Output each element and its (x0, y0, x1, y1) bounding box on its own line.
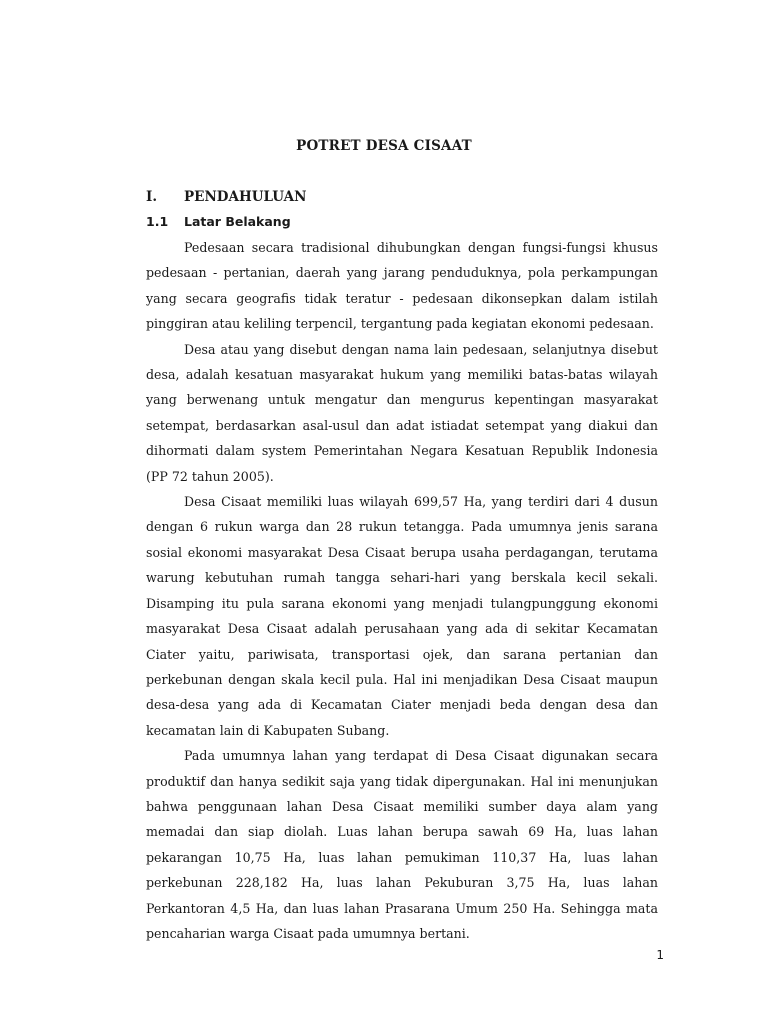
section-title: PENDAHULUAN (184, 189, 307, 205)
paragraph-1: Pedesaan secara tradisional dihubungkan dengan fungsi-fungsi khusus pedesaan - pertanian, daerah yang jarang penduduknya, pola perkampungan yang secara geografis tidak teratur - pedesaan dikonsepkan dalam istilah pinggiran atau keliling terpencil, tergantung pada kegiatan ekonomi pedesaan. (146, 240, 658, 332)
section-number: I. (146, 189, 158, 205)
paragraph-4: Pada umumnya lahan yang terdapat di Desa Cisaat digunakan secara produktif dan hanya sedikit saja yang tidak dipergunakan. Hal ini menunjukan bahwa penggunaan lahan Desa Cisaat memiliki sumber daya alam yang memadai dan siap diolah. Luas lahan berupa sawah 69 Ha, luas lahan pekarangan 10,75 Ha, luas lahan pemukiman 110,37 Ha, luas lahan perkebunan 228,182 Ha, luas lahan Pekuburan 3,75 Ha, luas lahan Perkantoran 4,5 Ha, dan luas lahan Prasarana Umum 250 Ha. Sehingga mata pencaharian warga Cisaat pada umumnya bertani. (146, 748, 658, 941)
subsection-title: Latar Belakang (184, 214, 291, 229)
paragraph-2: Desa atau yang disebut dengan nama lain pedesaan, selanjutnya disebut desa, adalah kesatuan masyarakat hukum yang memiliki batas-batas wilayah yang berwenang untuk mengatur dan mengurus kepentingan masyarakat setempat, berdasarkan asal-usul dan adat istiadat setempat yang diakui dan dihormati dalam system Pemerintahan Negara Kesatuan Republik Indonesia (PP 72 tahun 2005). (146, 341, 658, 484)
subsection-number: 1.1 (146, 214, 169, 229)
section-heading (146, 189, 306, 205)
paragraph-3: Desa Cisaat memiliki luas wilayah 699,57 Ha, yang terdiri dari 4 dusun dengan 6 rukun warga dan 28 rukun tetangga. Pada umumnya jenis sarana sosial ekonomi masyarakat Desa Cisaat berupa usaha perdagangan, terutama warung kebutuhan rumah tangga sehari-hari yang berskala kecil sekali. Disamping itu pula sarana ekonomi yang menjadi tulangpunggung ekonomi masyarakat Desa Cisaat adalah perusahaan yang ada di sekitar Kecamatan Ciater yaitu, pariwisata, transportasi ojek, dan sarana pertanian dan perkebunan dengan skala kecil pula. Hal ini menjadikan Desa Cisaat maupun desa-desa yang ada di Kecamatan Ciater menjadi beda dengan desa dan kecamatan lain di Kabupaten Subang. (146, 494, 658, 738)
body-text (146, 235, 658, 946)
page-number: 1 (656, 948, 664, 962)
subsection-heading (146, 214, 291, 229)
document-title: POTRET DESA CISAAT (296, 138, 472, 154)
